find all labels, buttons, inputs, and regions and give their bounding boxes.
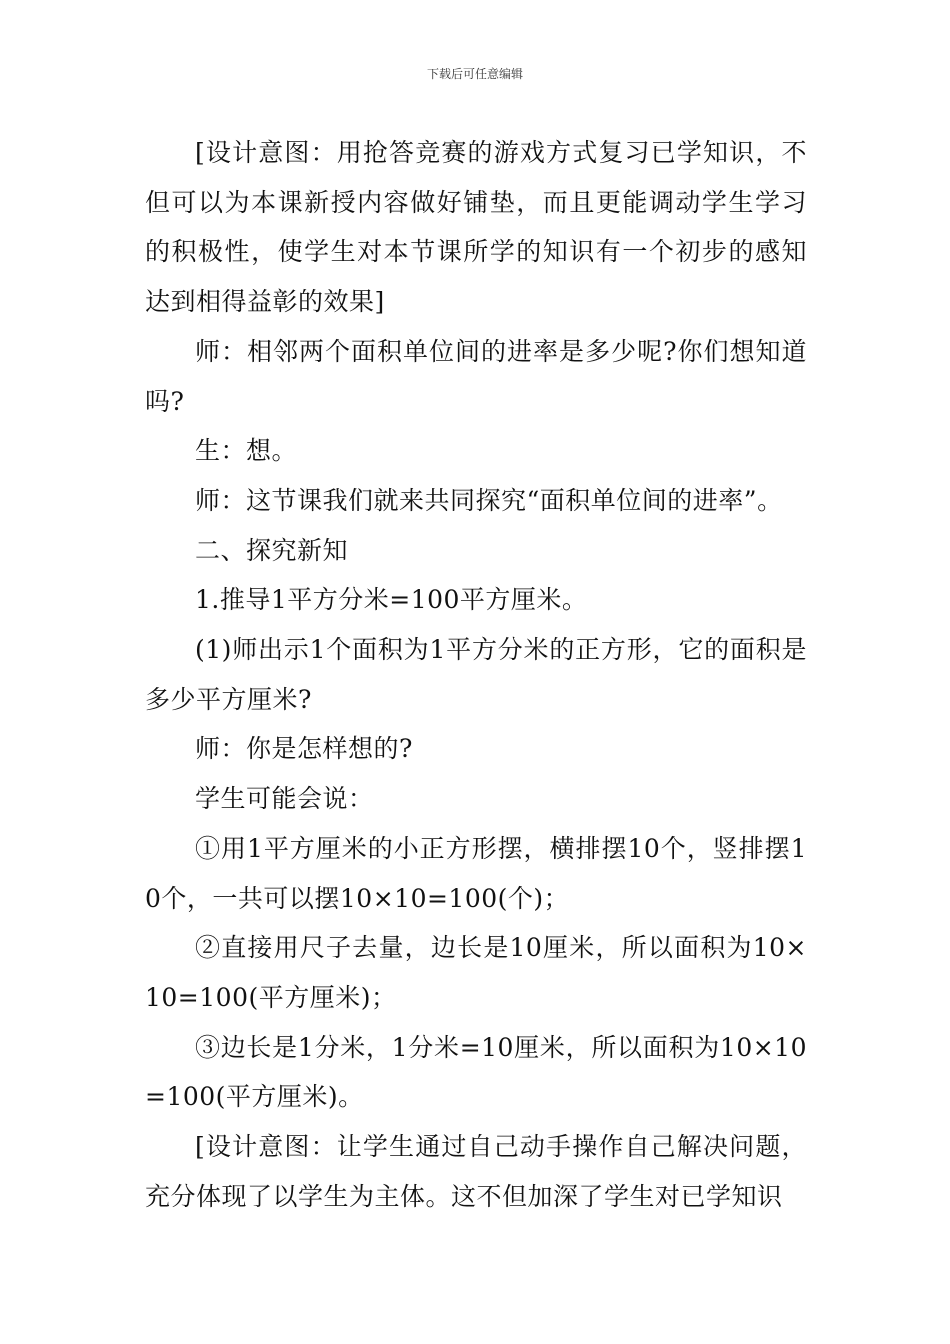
document-body	[145, 128, 807, 1221]
paragraph-students-may-say: 学生可能会说：	[195, 784, 374, 814]
paragraph-step-1: 1.推导1平方分米=100平方厘米。	[195, 585, 588, 615]
paragraph-method-2: ②直接用尺子去量，边长是10厘米，所以面积为10×10=100(平方厘米)；	[145, 933, 807, 1012]
paragraph-step-1-1: (1)师出示1个面积为1平方分米的正方形，它的面积是多少平方厘米?	[145, 635, 807, 714]
paragraph-teacher-question: 师：相邻两个面积单位间的进率是多少呢?你们想知道吗?	[145, 336, 807, 416]
paragraph-design-intent-1: [设计意图：用抢答竞赛的游戏方式复习已学知识，不但可以为本课新授内容做好铺垫，而且更能调动学生学习的积极性，使学生对本节课所学的知识有一个初步的感知达到相得益彰的效果]	[145, 138, 807, 317]
paragraph-method-3: ③边长是1分米，1分米=10厘米，所以面积为10×10=100(平方厘米)。	[145, 1032, 807, 1112]
paragraph-design-intent-2: [设计意图：让学生通过自己动手操作自己解决问题，充分体现了以学生为主体。这不但加深了学生对已学知识	[145, 1132, 807, 1211]
paragraph-student-answer: 生：想。	[195, 436, 298, 466]
paragraph-teacher-intro: 师：这节课我们就来共同探究“面积单位间的进率”。	[195, 485, 783, 515]
paragraph-teacher-how: 师：你是怎样想的?	[195, 734, 413, 764]
section-heading-explore: 二、探究新知	[195, 535, 349, 565]
page-header: 下载后可任意编辑	[426, 67, 523, 81]
paragraph-method-1: ①用1平方厘米的小正方形摆，横排摆10个，竖排摆10个，一共可以摆10×10=100(个)；	[145, 833, 807, 913]
